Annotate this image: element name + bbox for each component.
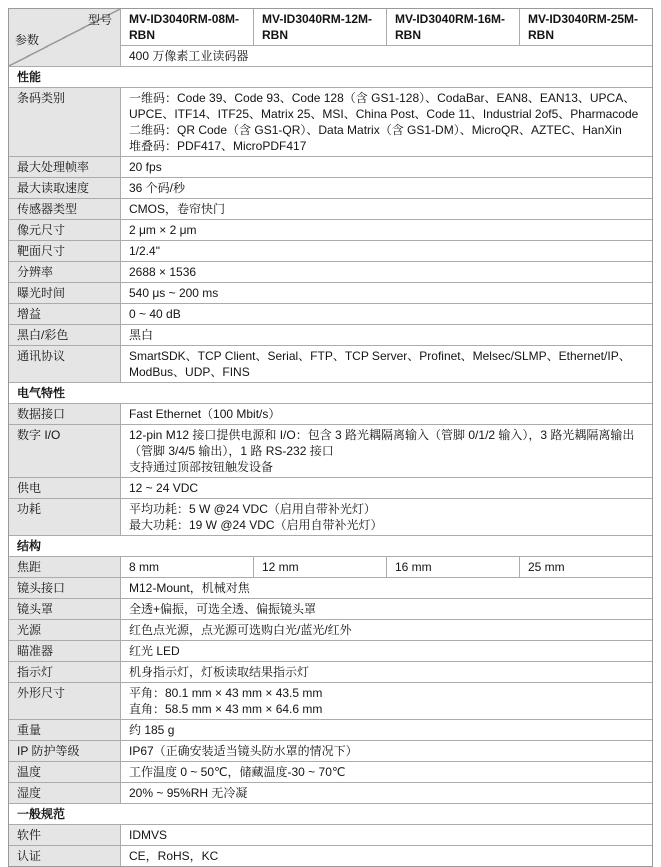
value-line: SmartSDK、TCP Client、Serial、FTP、TCP Server、Profinet、Melsec/SLMP、Ethernet/IP、ModBus、UDP、FINS	[129, 349, 631, 379]
row-label: 指示灯	[9, 662, 121, 682]
value-line: 0 ~ 40 dB	[129, 307, 181, 321]
model-header-1: MV-ID3040RM-08M-RBN	[121, 9, 254, 45]
value-line: 平角：80.1 mm × 43 mm × 43.5 mm	[129, 686, 323, 700]
row-label: 条码类别	[9, 88, 121, 156]
row-indicator	[9, 661, 652, 682]
row-sensor-format	[9, 240, 652, 261]
row-sensor-type	[9, 198, 652, 219]
row-exposure-time	[9, 282, 652, 303]
value-line: 机身指示灯，灯板读取结果指示灯	[129, 665, 310, 679]
section-title-performance: 性能	[9, 66, 652, 87]
row-label: 瞄准器	[9, 641, 121, 661]
focal-length-12mm: 12 mm	[254, 557, 387, 577]
row-value	[121, 720, 652, 740]
row-value	[121, 499, 652, 535]
value-line: 540 μs ~ 200 ms	[129, 286, 219, 300]
row-value	[121, 304, 652, 324]
row-pixel-size	[9, 219, 652, 240]
row-label: 通讯协议	[9, 346, 121, 382]
row-lens-cover	[9, 598, 652, 619]
row-label: 重量	[9, 720, 121, 740]
row-certification	[9, 845, 652, 866]
row-value	[121, 762, 652, 782]
row-light-source	[9, 619, 652, 640]
focal-length-25mm: 25 mm	[528, 560, 565, 574]
section-title-electrical: 电气特性	[9, 382, 652, 403]
row-digital-io	[9, 424, 652, 477]
focal-length-8mm: 8 mm	[121, 557, 254, 577]
row-label: 光源	[9, 620, 121, 640]
value-line: 一维码：Code 39、Code 93、Code 128（含 GS1-128）、CodaBar、EAN8、EAN13、UPCA、UPCE、ITF14、ITF25、Matrix 25、MSI、China Post、Code 11、Industrial 2of5、Pharmacode	[129, 91, 639, 121]
row-label: 功耗	[9, 499, 121, 535]
value-line: 堆叠码：PDF417、MicroPDF417	[129, 139, 307, 153]
row-value	[121, 425, 652, 477]
row-humidity	[9, 782, 652, 803]
row-label: 镜头接口	[9, 578, 121, 598]
row-mono-color	[9, 324, 652, 345]
row-label: 像元尺寸	[9, 220, 121, 240]
value-line: 全透+偏振，可选全透、偏振镜头罩	[129, 602, 317, 616]
corner-label-model: 型号	[87, 13, 112, 27]
row-temperature	[9, 761, 652, 782]
row-label: 最大处理帧率	[9, 157, 121, 177]
model-header-row	[121, 9, 652, 46]
row-max-read-speed	[9, 177, 652, 198]
row-label: IP 防护等级	[9, 741, 121, 761]
row-power-supply	[9, 477, 652, 498]
row-value	[121, 346, 652, 382]
value-line: 2688 × 1536	[129, 265, 197, 279]
value-line: CE，RoHS，KC	[129, 849, 219, 863]
model-header-4: MV-ID3040RM-25M-RBN	[528, 12, 639, 42]
value-line: 平均功耗：5 W @24 VDC（启用自带补光灯）	[129, 502, 376, 516]
focal-length-16mm: 16 mm	[387, 557, 520, 577]
row-value	[121, 578, 652, 598]
header-right	[121, 9, 652, 66]
row-label: 认证	[9, 846, 121, 866]
row-value	[121, 683, 652, 719]
value-line: 12-pin M12 接口提供电源和 I/O：包含 3 路光耦隔离输入（管脚 0/1/2 输入），3 路光耦隔离输出（管脚 3/4/5 输出），1 路 RS-232 接口	[129, 428, 635, 458]
row-value	[121, 478, 652, 498]
value-line: IDMVS	[129, 828, 168, 842]
row-value	[121, 641, 652, 661]
value-line: 黑白	[129, 328, 154, 342]
row-value	[121, 220, 652, 240]
row-label: 传感器类型	[9, 199, 121, 219]
row-label: 分辨率	[9, 262, 121, 282]
value-line: 工作温度 0 ~ 50℃，储藏温度-30 ~ 70℃	[129, 765, 346, 779]
model-header-2: MV-ID3040RM-12M-RBN	[254, 9, 387, 45]
row-value	[121, 283, 652, 303]
row-label: 曝光时间	[9, 283, 121, 303]
product-line-cell: 400 万像素工业读码器	[129, 49, 249, 63]
value-line: 约 185 g	[129, 723, 175, 737]
row-value	[121, 741, 652, 761]
row-label: 最大读取速度	[9, 178, 121, 198]
row-label: 外形尺寸	[9, 683, 121, 719]
focal-length-values	[121, 557, 652, 577]
row-focal-length	[9, 556, 652, 577]
section-title-structure: 结构	[9, 535, 652, 556]
row-data-interface	[9, 403, 652, 424]
row-resolution	[9, 261, 652, 282]
model-header-3: MV-ID3040RM-16M-RBN	[387, 9, 520, 45]
value-line: 1/2.4"	[129, 244, 160, 258]
table-header	[9, 9, 652, 66]
corner-diagonal-cell	[9, 9, 121, 66]
row-value	[121, 241, 652, 261]
row-label: 黑白/彩色	[9, 325, 121, 345]
row-value	[121, 599, 652, 619]
row-label: 数据接口	[9, 404, 121, 424]
value-line: 20 fps	[129, 160, 162, 174]
value-line: Fast Ethernet（100 Mbit/s）	[129, 407, 281, 421]
row-label: 镜头罩	[9, 599, 121, 619]
row-protocols	[9, 345, 652, 382]
row-value	[121, 262, 652, 282]
row-value	[121, 157, 652, 177]
row-barcode-types	[9, 87, 652, 156]
row-value	[121, 783, 652, 803]
row-label: 数字 I/O	[9, 425, 121, 477]
row-label: 靶面尺寸	[9, 241, 121, 261]
row-value	[121, 846, 652, 866]
row-value	[121, 88, 652, 156]
row-value	[121, 199, 652, 219]
value-line: CMOS，卷帘快门	[129, 202, 226, 216]
value-line: 36 个码/秒	[129, 181, 186, 195]
row-label: 软件	[9, 825, 121, 845]
value-line: M12-Mount，机械对焦	[129, 581, 250, 595]
row-label: 湿度	[9, 783, 121, 803]
row-value	[121, 662, 652, 682]
row-ip-rating	[9, 740, 652, 761]
value-line: 最大功耗：19 W @24 VDC（启用自带补光灯）	[129, 518, 383, 532]
row-dimensions	[9, 682, 652, 719]
row-value	[121, 325, 652, 345]
value-line: 支持通过顶部按钮触发设备	[129, 460, 274, 474]
value-line: 红光 LED	[129, 644, 180, 658]
row-label: 供电	[9, 478, 121, 498]
row-gain	[9, 303, 652, 324]
spec-table	[8, 8, 653, 867]
row-value	[121, 178, 652, 198]
row-value	[121, 620, 652, 640]
value-line: 20% ~ 95%RH 无冷凝	[129, 786, 248, 800]
row-label: 增益	[9, 304, 121, 324]
corner-label-parameter: 参数	[15, 33, 40, 47]
row-lens-mount	[9, 577, 652, 598]
section-title-general: 一般规范	[9, 803, 652, 824]
value-line: 直角：58.5 mm × 43 mm × 64.6 mm	[129, 702, 323, 716]
row-max-frame-rate	[9, 156, 652, 177]
row-weight	[9, 719, 652, 740]
row-software	[9, 824, 652, 845]
value-line: 二维码：QR Code（含 GS1-QR）、Data Matrix（含 GS1-DM）、MicroQR、AZTEC、HanXin	[129, 123, 622, 137]
value-line: 12 ~ 24 VDC	[129, 481, 199, 495]
row-value	[121, 825, 652, 845]
row-label: 温度	[9, 762, 121, 782]
row-value	[121, 404, 652, 424]
row-power-consumption	[9, 498, 652, 535]
value-line: 2 μm × 2 μm	[129, 223, 197, 237]
row-label: 焦距	[9, 557, 121, 577]
value-line: 红色点光源，点光源可选购白光/蓝光/红外	[129, 623, 352, 637]
value-line: IP67（正确安装适当镜头防水罩的情况下）	[129, 744, 358, 758]
row-aimer	[9, 640, 652, 661]
